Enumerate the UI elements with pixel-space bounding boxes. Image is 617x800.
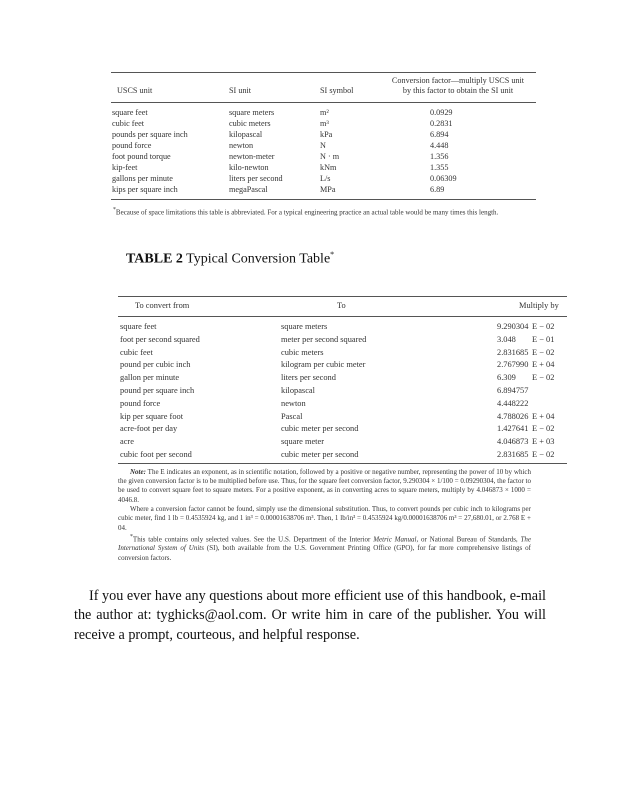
table2-grid: [118, 296, 567, 464]
table2-caption-title: Typical Conversion Table: [182, 251, 331, 267]
table1-cell-factor: 6.894: [430, 130, 449, 139]
table2-note-3-title-metric-manual: Metric Manual: [373, 535, 417, 544]
table1-cell-si-symbol: MPa: [320, 185, 336, 194]
table2-row: [118, 359, 567, 372]
table1-cell-si-unit: kilopascal: [229, 130, 263, 139]
table2-cell-to: Pascal: [281, 411, 303, 421]
table2-cell-to: square meter: [281, 437, 325, 447]
table1-cell-si-symbol: m³: [320, 119, 329, 128]
table2-cell-from: square feet: [120, 322, 157, 331]
table1-cell-uscs-unit: pounds per square inch: [112, 130, 188, 139]
table1-cell-uscs-unit: pound force: [112, 141, 152, 150]
table2-cell-to: square meters: [281, 322, 328, 331]
table2-cell-from: acre-foot per day: [120, 424, 178, 434]
table2-header-from: To convert from: [135, 301, 190, 310]
table1-footnote-text: Because of space limitations this table is abbreviated. For a typical engineering practice an actual table would be many times this length.: [115, 208, 499, 217]
table1-header-si-symbol: SI symbol: [320, 86, 354, 95]
table2-cell-from: pound per square inch: [120, 385, 195, 395]
table1-cell-factor: 4.448: [430, 141, 449, 150]
table2-cell-exponent: E + 03: [532, 437, 555, 447]
table2-cell-to: newton: [281, 398, 306, 408]
table1-header-factor-line2: by this factor to obtain the SI unit: [402, 86, 514, 95]
table2-row: [118, 436, 567, 449]
table1-row: [111, 151, 536, 162]
table1-cell-uscs-unit: foot pound torque: [112, 152, 171, 161]
table1-cell-si-unit: newton-meter: [229, 152, 275, 161]
table2-cell-to: cubic meters: [281, 347, 324, 357]
table1-header-uscs-unit: USCS unit: [117, 86, 153, 95]
table2-note-3-text-c: , or National Bureau of Standards,: [416, 535, 521, 544]
table2-cell-exponent: [532, 398, 567, 411]
table2-cell-exponent: E − 02: [532, 424, 555, 434]
table2-header-to: To: [337, 301, 346, 310]
table2-row: [118, 411, 567, 424]
table2-cell-factor: 2.831685: [497, 347, 529, 357]
table2-cell-from: foot per second squared: [120, 334, 200, 344]
table1-footnote-mark: *: [113, 207, 116, 213]
table1-header-conversion-factor: [380, 73, 536, 103]
table2-note-2: Where a conversion factor cannot be found, simply use the dimensional substitution. Thus, to convert pounds per cubic inch to kilograms per cubic meter, find 1 lb = 0.4535924 kg, and 1 in³ = 0.00001638706 m³. Then, 1 lb/in³ = 0.4535924 kg/0.00001638706 m³ = 27,680.01, or 2.768 E + 04.: [118, 504, 531, 532]
table2-header-row: [118, 297, 567, 317]
conversion-table-2: [118, 296, 559, 563]
table1-cell-si-unit: kilo-newton: [229, 163, 269, 172]
table2-cell-exponent: E + 04: [532, 360, 555, 370]
table1-cell-uscs-unit: kips per square inch: [112, 185, 178, 194]
table1-cell-uscs-unit: gallons per minute: [112, 174, 173, 183]
table1-grid: [111, 72, 536, 200]
table1-cell-uscs-unit: kip-feet: [112, 163, 138, 172]
table2-row: [118, 398, 567, 411]
table2-cell-factor: 4.448222: [497, 398, 529, 408]
table1-cell-si-unit: cubic meters: [229, 119, 271, 128]
table2-note-3-text-e: (SI), both available from the U.S. Government Printing Office (GPO), for far more comprehensive listings of conversion factors.: [118, 544, 531, 562]
table2-notes: [118, 468, 531, 563]
table1-header-factor-line1: Conversion factor—multiply USCS unit: [391, 76, 525, 85]
table1-cell-uscs-unit: cubic feet: [112, 119, 145, 128]
table2-header-multiply: Multiply by: [519, 301, 559, 310]
table2-cell-from: cubic foot per second: [120, 449, 192, 459]
table1-cell-si-symbol: L/s: [320, 174, 331, 183]
table1-cell-si-symbol: kNm: [320, 163, 337, 172]
table1-cell-si-unit: newton: [229, 141, 254, 150]
table2-row: [118, 347, 567, 360]
table2-cell-factor: 4.788026: [497, 411, 529, 421]
table1-header-row: [111, 73, 536, 103]
table2-cell-from: cubic feet: [120, 347, 153, 357]
table1-cell-factor: 1.355: [430, 163, 449, 172]
table2-row: [118, 317, 567, 334]
table2-caption: [126, 250, 334, 268]
table1-footnote: [111, 205, 530, 217]
table2-caption-label: TABLE 2: [126, 251, 183, 267]
table1-cell-si-symbol: m²: [320, 108, 329, 117]
table1-row: [111, 103, 536, 119]
table2-cell-factor: 3.048: [497, 334, 516, 344]
table2-cell-from: gallon per minute: [120, 373, 180, 383]
table1-cell-si-symbol: kPa: [320, 130, 333, 139]
table1-row: [111, 118, 536, 129]
table2-cell-to: kilogram per cubic meter: [281, 360, 366, 370]
table2-cell-exponent: E − 01: [532, 334, 555, 344]
conversion-table-1: [111, 72, 530, 217]
table1-cell-factor: 1.356: [430, 152, 449, 161]
table2-caption-mark: *: [330, 250, 335, 259]
table1-cell-factor: 6.89: [430, 185, 445, 194]
table2-row: [118, 449, 567, 463]
table2-cell-factor: 6.894757: [497, 385, 529, 395]
table2-cell-exponent: [532, 385, 567, 398]
table2-cell-to: meter per second squared: [281, 334, 367, 344]
table1-row: [111, 140, 536, 151]
contact-paragraph: If you ever have any questions about more efficient use of this handbook, e-mail the author at: tyghicks@aol.com. Or write him in care of the publisher. You will receive a prompt, courteous, and helpful response.: [74, 588, 546, 643]
table2-body: [118, 317, 567, 464]
table1-row: [111, 162, 536, 173]
table2-cell-from: acre: [120, 437, 134, 447]
table1-row: [111, 184, 536, 200]
table1-cell-factor: 0.06309: [430, 174, 457, 183]
table1-header-si-unit: SI unit: [229, 86, 252, 95]
table1-cell-si-unit: square meters: [229, 108, 275, 117]
table2-cell-to: kilopascal: [281, 385, 315, 395]
table2-cell-from: pound per cubic inch: [120, 360, 191, 370]
table2-note-3-mark: *: [130, 533, 133, 540]
table1-cell-si-symbol: N: [320, 141, 326, 150]
table1-body: [111, 103, 536, 200]
table2-cell-factor: 1.427641: [497, 424, 529, 434]
table1-cell-uscs-unit: square feet: [112, 108, 148, 117]
table2-row: [118, 372, 567, 385]
table1-cell-si-unit: megaPascal: [229, 185, 268, 194]
table2-note-label: Note:: [130, 467, 146, 476]
table1-cell-factor: 0.0929: [430, 108, 453, 117]
table2-cell-to: liters per second: [281, 373, 336, 383]
table2-note-3-text-a: This table contains only selected values. See the U.S. Department of the Interior: [132, 535, 374, 544]
table2-cell-exponent: E − 02: [532, 347, 555, 357]
table2-note-3-title-si: The International System of Units: [118, 535, 531, 553]
table2-cell-exponent: E + 04: [532, 411, 555, 421]
table2-cell-factor: 2.831685: [497, 449, 529, 459]
table2-row: [118, 423, 567, 436]
table2-cell-factor: 9.290304: [497, 322, 529, 331]
table1-cell-si-unit: liters per second: [229, 174, 283, 183]
table2-note-1-text: The E indicates an exponent, as in scientific notation, followed by a positive or negative number, representing the power of 10 by which the given conversion factor is to be multiplied before use. Thus, for the square feet conversion factor, 9.290304 × 1/100 = 0.09290304, the factor to be used to convert square feet to square meters. For a positive exponent, as in converting acres to square meters, multiply by 4.046873 × 1000 = 4046.8.: [118, 467, 531, 504]
table2-note-3: [118, 533, 531, 563]
table2-cell-factor: 6.309: [497, 373, 516, 383]
table1-cell-factor: 0.2831: [430, 119, 453, 128]
table1-row: [111, 173, 536, 184]
table2-cell-exponent: E − 02: [532, 322, 555, 331]
table1-cell-si-symbol: N · m: [320, 152, 340, 161]
table2-cell-exponent: E − 02: [532, 449, 555, 459]
table2-cell-to: cubic meter per second: [281, 424, 359, 434]
table1-row: [111, 129, 536, 140]
table2-note-1: [118, 468, 531, 505]
table2-cell-factor: 2.767990: [497, 360, 529, 370]
table2-cell-from: kip per square foot: [120, 411, 184, 421]
table2-cell-from: pound force: [120, 398, 161, 408]
table2-row: [118, 334, 567, 347]
table2-cell-to: cubic meter per second: [281, 449, 359, 459]
table2-row: [118, 385, 567, 398]
table2-cell-exponent: E − 02: [532, 373, 555, 383]
table2-cell-factor: 4.046873: [497, 437, 529, 447]
